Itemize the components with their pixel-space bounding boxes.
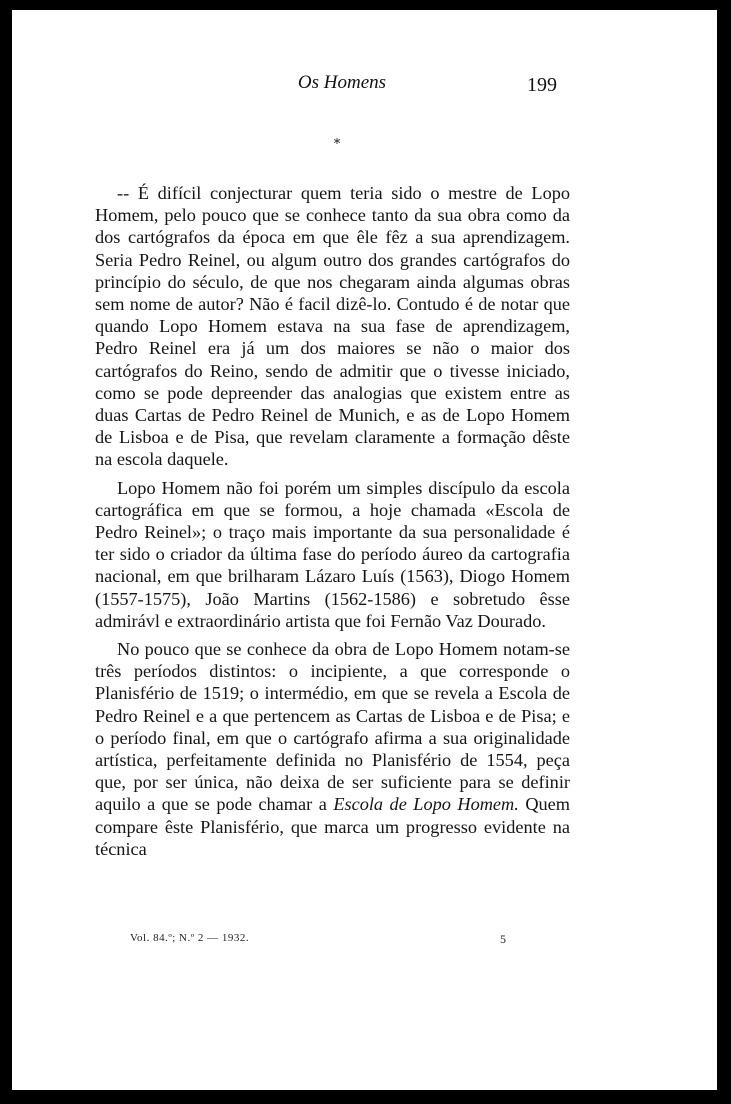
body-text [95, 182, 570, 866]
section-ornament: * [333, 137, 341, 152]
running-title: Os Homens [297, 72, 387, 93]
page-header [12, 68, 717, 108]
signature-number: 5 [500, 932, 506, 946]
page-footer [12, 932, 717, 952]
paragraph-3-text-before: No pouco que se conhece da obra de Lopo Homem notam-se três períodos distintos: o incipiente, a que corresponde o Planisfério de 1519; o intermédio, em que se revela a Escola de Pedro Reinel e a que pertencem as Cartas de Lisboa e de Pisa; e o período final, em que o cartógrafo afirma a sua originalidade artística, perfeitamente definida no Planisfério de 1554, peça que, por ser única, não deixa de ser suficiente para se definir aquilo a que se pode chamar a [95, 639, 570, 815]
paragraph-2: Lopo Homem não foi porém um simples discípulo da escola cartográfica em que se formou, a hoje chamada «Escola de Pedro Reinel»; o traço mais importante da sua personalidade é ter sido o criador da última fase do período áureo da cartografia nacional, em que brilharam Lázaro Luís (1563), Diogo Homem (1557-1575), João Martins (1562-1586) e sobretudo êsse admirávl e extraordinário artista que foi Fernão Vaz Dourado. [95, 477, 570, 631]
paragraph-3-text-after: Quem compare êste Planisfério, que marca um progresso evidente na técnica [95, 794, 570, 859]
book-page [12, 10, 717, 1090]
volume-signature: Vol. 84.º; N.º 2 — 1932. [130, 932, 250, 944]
paragraph-3 [95, 638, 570, 860]
paragraph-1: -- É difícil conjecturar quem teria sido o mestre de Lopo Homem, pelo pouco que se conhece tanto da sua obra como da dos cartógrafos da época em que êle fêz a sua aprendizagem. Seria Pedro Reinel, ou algum outro dos grandes cartógrafos do princípio do século, de que nos chegaram ainda algumas obras sem nome de autor? Não é facil dizê-lo. Contudo é de notar que quando Lopo Homem estava na sua fase de aprendizagem, Pedro Reinel era já um dos maiores se não o maior dos cartógrafos do Reino, sendo de admitir que o tivesse iniciado, como se pode depreender das analogias que existem entre as duas Cartas de Pedro Reinel de Munich, e as de Lopo Homem de Lisboa e de Pisa, que revelam claramente a formação dêste na escola daquele. [95, 183, 570, 470]
page-number: 199 [527, 74, 557, 96]
paragraph-3-emphasis: Escola de Lopo Homem. [333, 794, 519, 815]
